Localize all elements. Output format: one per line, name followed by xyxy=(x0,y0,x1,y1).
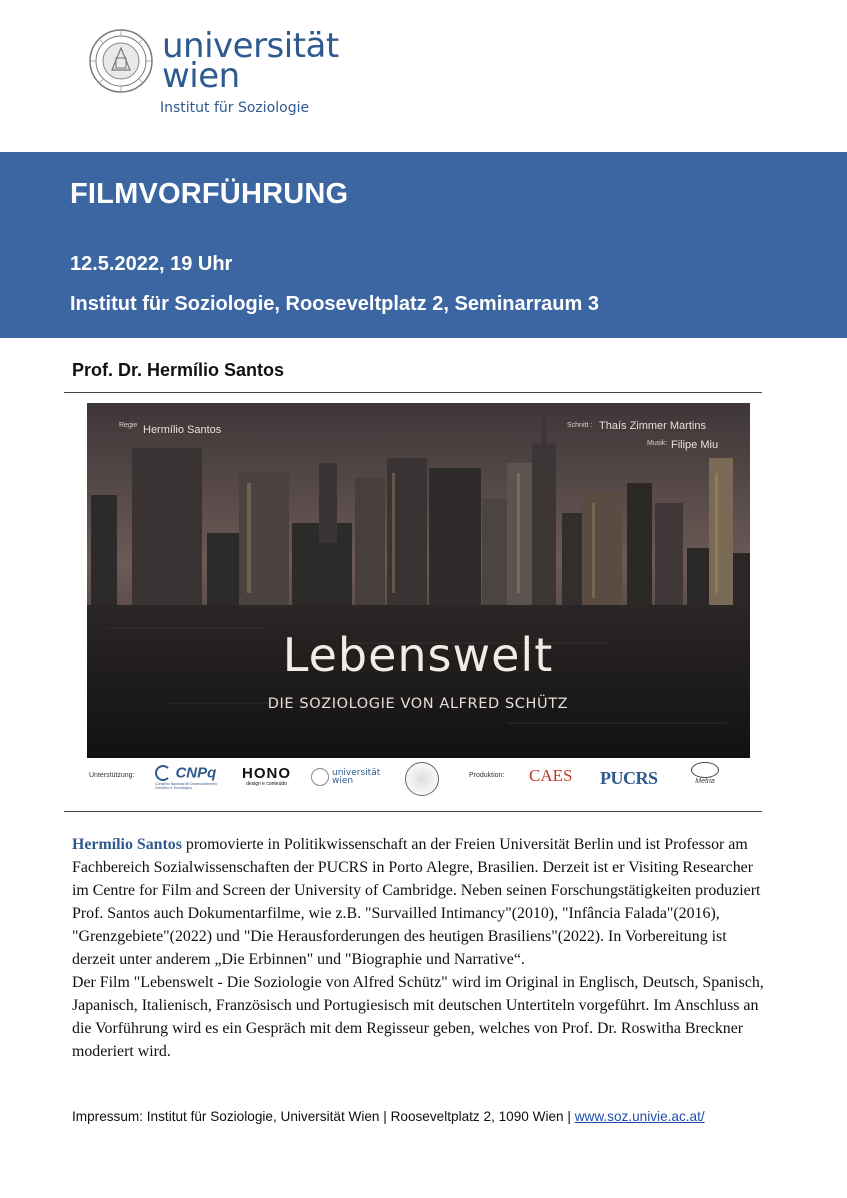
event-banner xyxy=(0,152,847,338)
bio-text: promovierte in Politikwissenschaft an der Freien Universität Berlin und ist Professor am Fachbereich Sozialwissenschaften der PUCRS in Porto Alegre, Brasilien. Derzeit ist er Visiting Researcher im Centre for Film and Screen der University of Cambridge. Neben seinen Forschungstätigkeiten produziert Prof. Santos auch Dokumentarfilme, wie z.B. "Survailled Intimancy"(2010), "Infância Falada"(2016), "Grenzgebiete"(2022) und "Die Herausforderungen des heutigen Brasiliens"(2022). In Vorbereitung ist derzeit unter anderem „Die Erbinnen" und "Biographie und Narrative“. xyxy=(72,836,761,968)
description xyxy=(72,833,772,1063)
divider-top xyxy=(64,392,762,393)
hono-sub: design e conteúdo xyxy=(246,781,287,787)
poster-subtitle: DIE SOZIOLOGIE VON ALFRED SCHÜTZ xyxy=(267,696,569,712)
hono-logo xyxy=(242,766,291,787)
sponsor-logos xyxy=(87,760,750,804)
metria-eye-icon xyxy=(691,762,719,778)
univie-small-seal-icon xyxy=(311,768,329,786)
event-title: FILMVORFÜHRUNG xyxy=(70,178,349,210)
event-date: 12.5.2022, 19 Uhr xyxy=(70,253,233,275)
credit-regie-label: Regie xyxy=(119,422,138,429)
metria-label: Metria xyxy=(695,778,715,785)
credit-schnitt-name: Thaís Zimmer Martins xyxy=(599,420,706,432)
divider-bottom xyxy=(64,811,762,812)
support-label: Unterstützung: xyxy=(89,772,135,779)
bio-paragraph xyxy=(72,833,772,971)
production-label: Produktion: xyxy=(469,772,505,779)
university-seal-icon xyxy=(88,28,154,94)
univie-small-word-2: wien xyxy=(332,776,354,786)
logo-word-universitaet: universität xyxy=(162,26,339,66)
logo-word-wien: wien xyxy=(162,56,240,96)
poster-image xyxy=(87,403,750,758)
univie-small-word-1: universität xyxy=(332,768,381,778)
university-logo xyxy=(88,28,339,94)
website-link[interactable]: www.soz.univie.ac.at/ xyxy=(574,1109,705,1124)
cnpq-label: CNPq xyxy=(175,764,217,782)
credit-musik-name: Filipe Miu xyxy=(671,439,719,451)
speaker-name: Prof. Dr. Hermílio Santos xyxy=(72,360,285,380)
academy-seal-icon xyxy=(405,762,439,796)
caes-logo: CAES xyxy=(529,766,573,785)
institute-name: Institut für Soziologie xyxy=(160,100,310,116)
film-paragraph: Der Film "Lebenswelt - Die Soziologie von Alfred Schütz" wird im Original in Englisch, Deutsch, Spanisch, Japanisch, Italienisch, Französisch und Portugiesisch mit deutschen Untertiteln vorgeführt. Im Anschluss an die Vorführung wird es ein Gespräch mit dem Regisseur geben, welches von Prof. Dr. Roswitha Breckner moderiert wird. xyxy=(72,974,764,1060)
poster-title: Lebenswelt xyxy=(282,628,554,682)
impressum xyxy=(72,1109,705,1124)
credit-regie-name: Hermílio Santos xyxy=(143,424,222,436)
metria-logo xyxy=(691,762,719,785)
impressum-text: Impressum: Institut für Soziologie, Universität Wien | Rooseveltplatz 2, 1090 Wien | xyxy=(72,1109,575,1124)
hono-label: HONO xyxy=(242,765,291,782)
bio-name: Hermílio Santos xyxy=(72,836,182,853)
cnpq-swirl-icon xyxy=(155,765,171,781)
academy-seal-logo xyxy=(405,762,439,801)
pucrs-logo: PUCRS xyxy=(600,768,658,788)
event-location: Institut für Soziologie, Rooseveltplatz 2, Seminarraum 3 xyxy=(70,293,599,315)
film-poster xyxy=(87,403,750,758)
cnpq-logo xyxy=(155,764,219,790)
credit-schnitt-label: Schnitt : xyxy=(567,422,593,429)
cnpq-sub: Conselho Nacional de Desenvolvimento Científico e Tecnológico xyxy=(155,782,218,790)
univie-small-logo xyxy=(311,768,380,786)
credit-musik-label: Musik: xyxy=(647,440,668,447)
